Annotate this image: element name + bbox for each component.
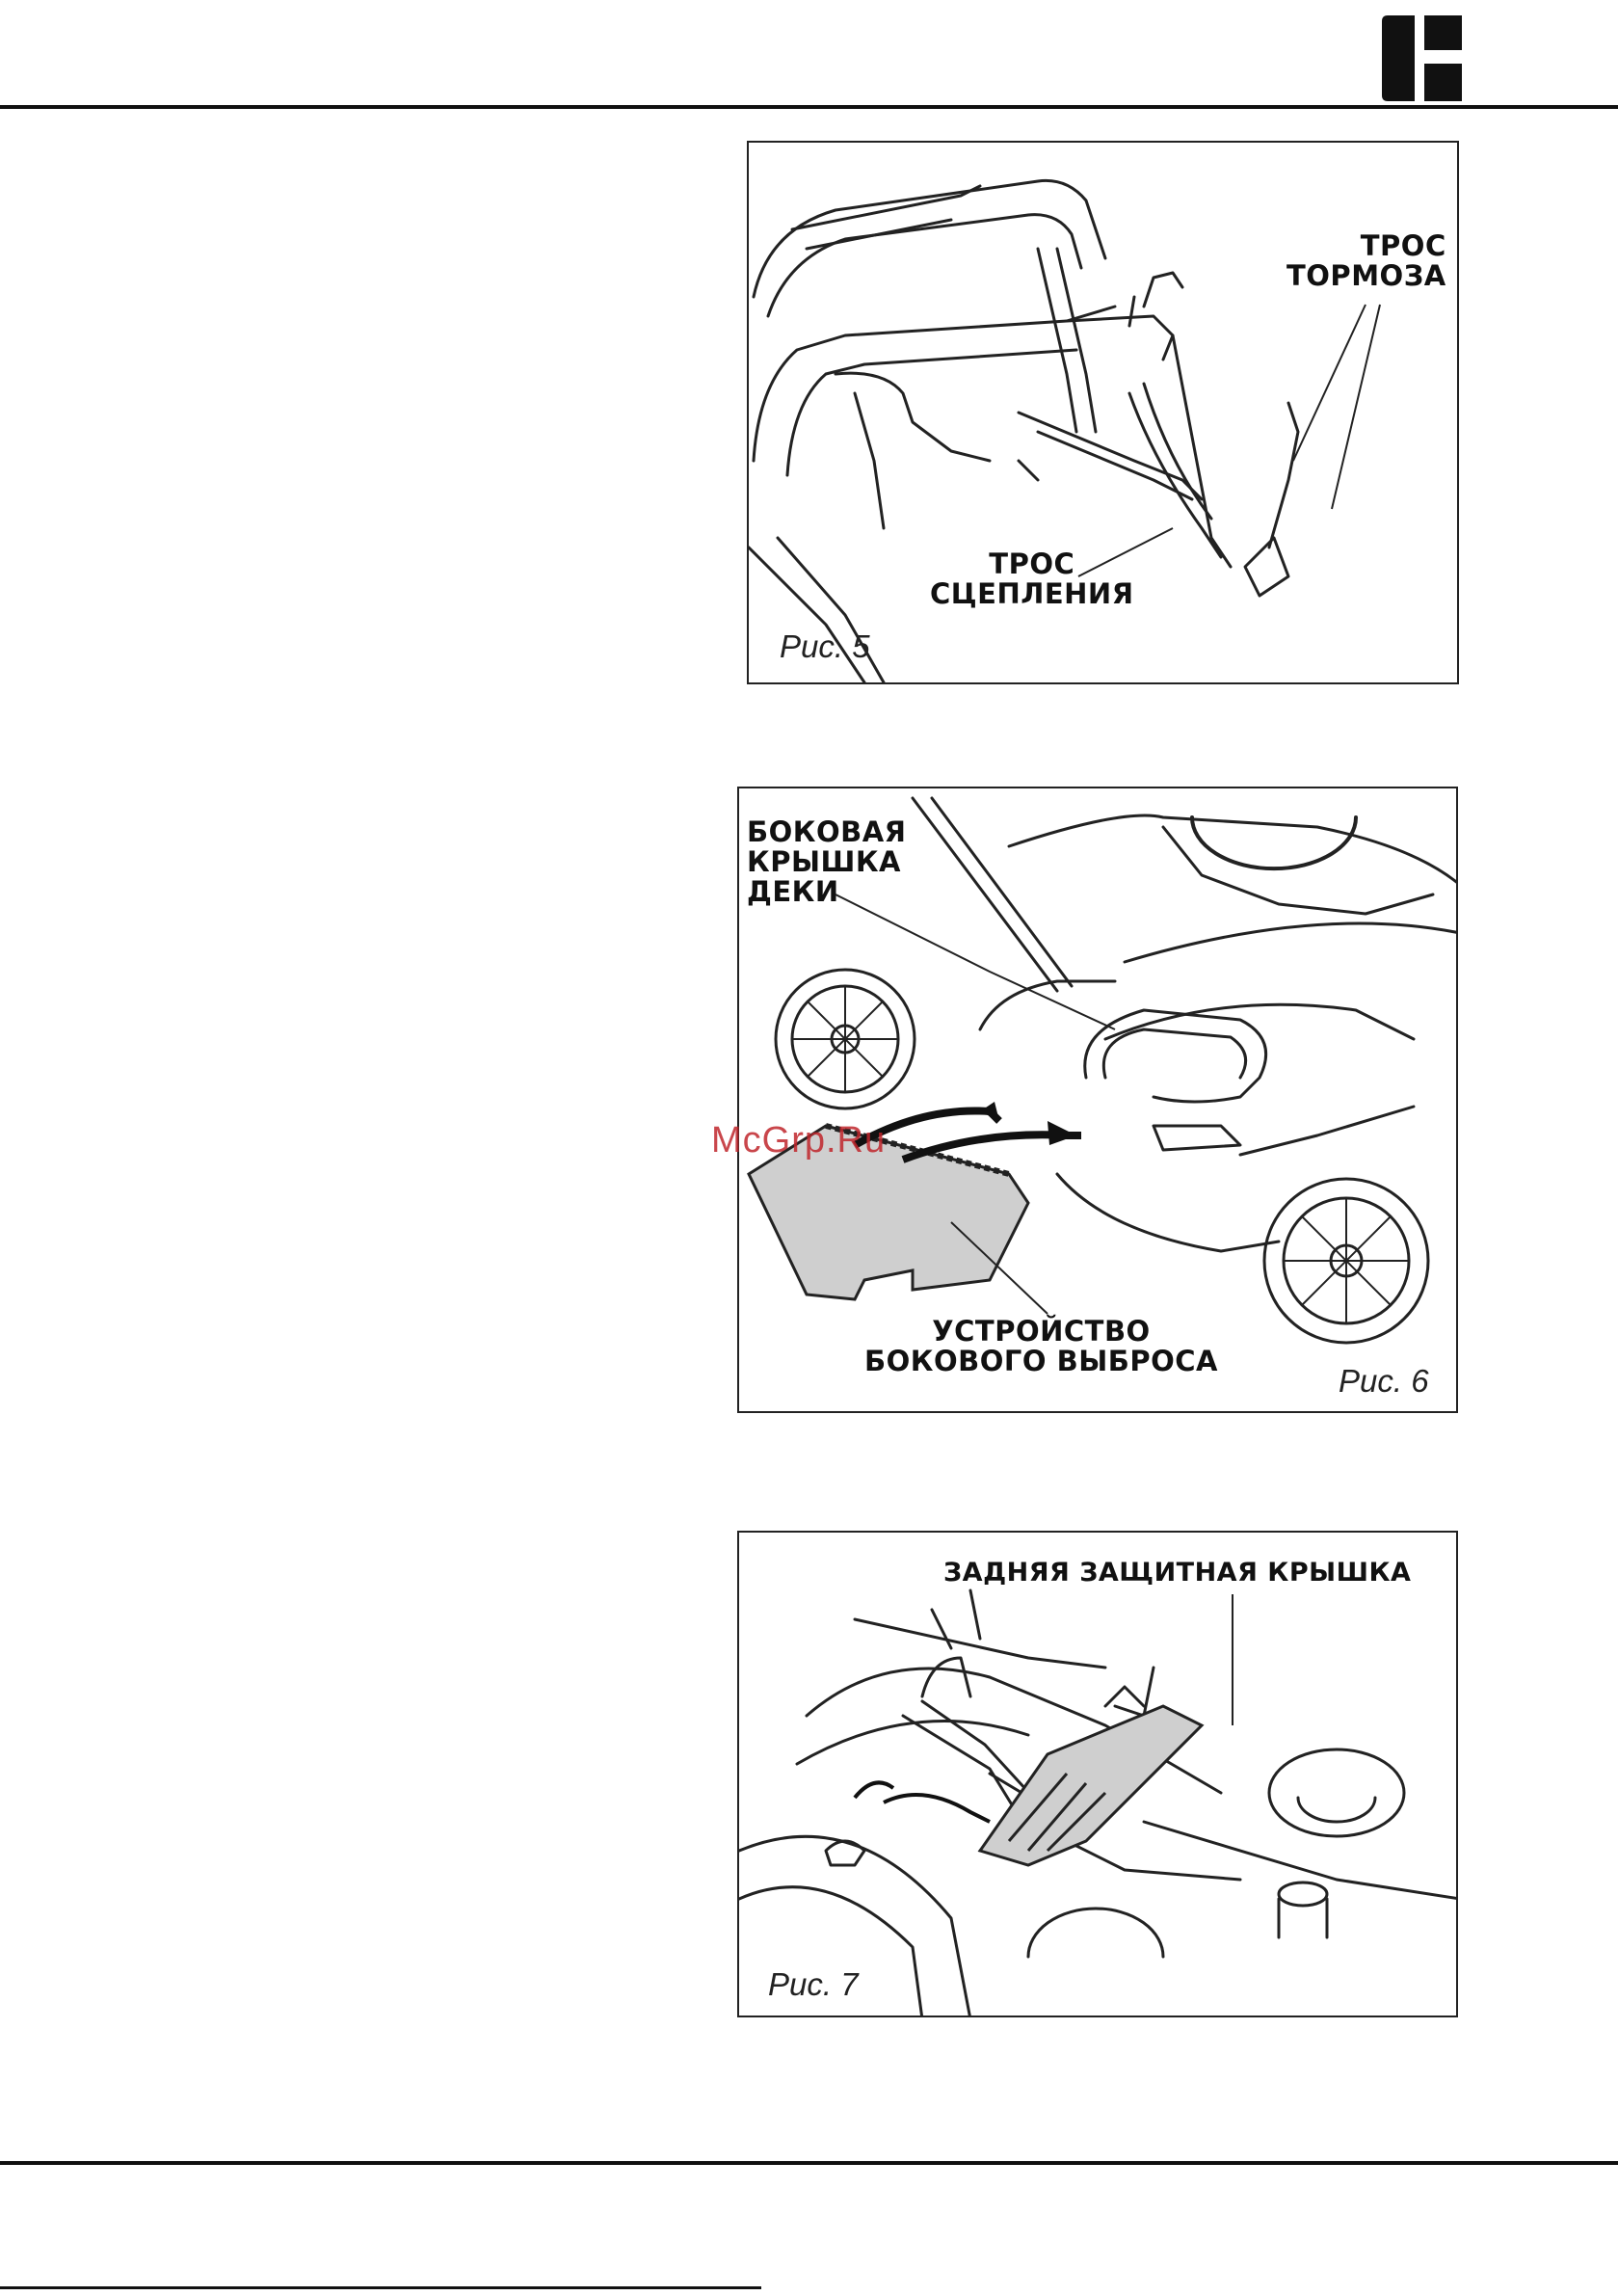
figure-5-caption: Рис. 5	[780, 628, 870, 664]
figure-7	[737, 1531, 1458, 2017]
brake-cable-label: ТРОС ТОРМОЗА	[1286, 229, 1446, 292]
brand-logo-icon	[1382, 15, 1468, 101]
figure-5-leaders	[749, 143, 1459, 684]
header-rule	[0, 105, 1618, 109]
figure-6	[737, 787, 1458, 1413]
clutch-cable-label: ТРОС СЦЕПЛЕНИЯ	[930, 547, 1134, 610]
figure-6-caption: Рис. 6	[1339, 1363, 1429, 1399]
side-discharge-label: УСТРОЙСТВО БОКОВОГО ВЫБРОСА	[864, 1315, 1218, 1377]
watermark: McGrp.Ru	[711, 1120, 887, 1161]
figure-6-leaders	[739, 788, 1458, 1413]
bottom-rule	[0, 2286, 761, 2289]
figure-7-caption: Рис. 7	[768, 1966, 859, 2002]
figure-7-leaders	[739, 1533, 1458, 2017]
footer-rule	[0, 2161, 1618, 2165]
rear-guard-label: ЗАДНЯЯ ЗАЩИТНАЯ КРЫШКА	[943, 1558, 1412, 1588]
figure-5	[747, 141, 1459, 684]
side-cover-label: БОКОВАЯ КРЫШКА ДЕКИ	[747, 815, 907, 908]
